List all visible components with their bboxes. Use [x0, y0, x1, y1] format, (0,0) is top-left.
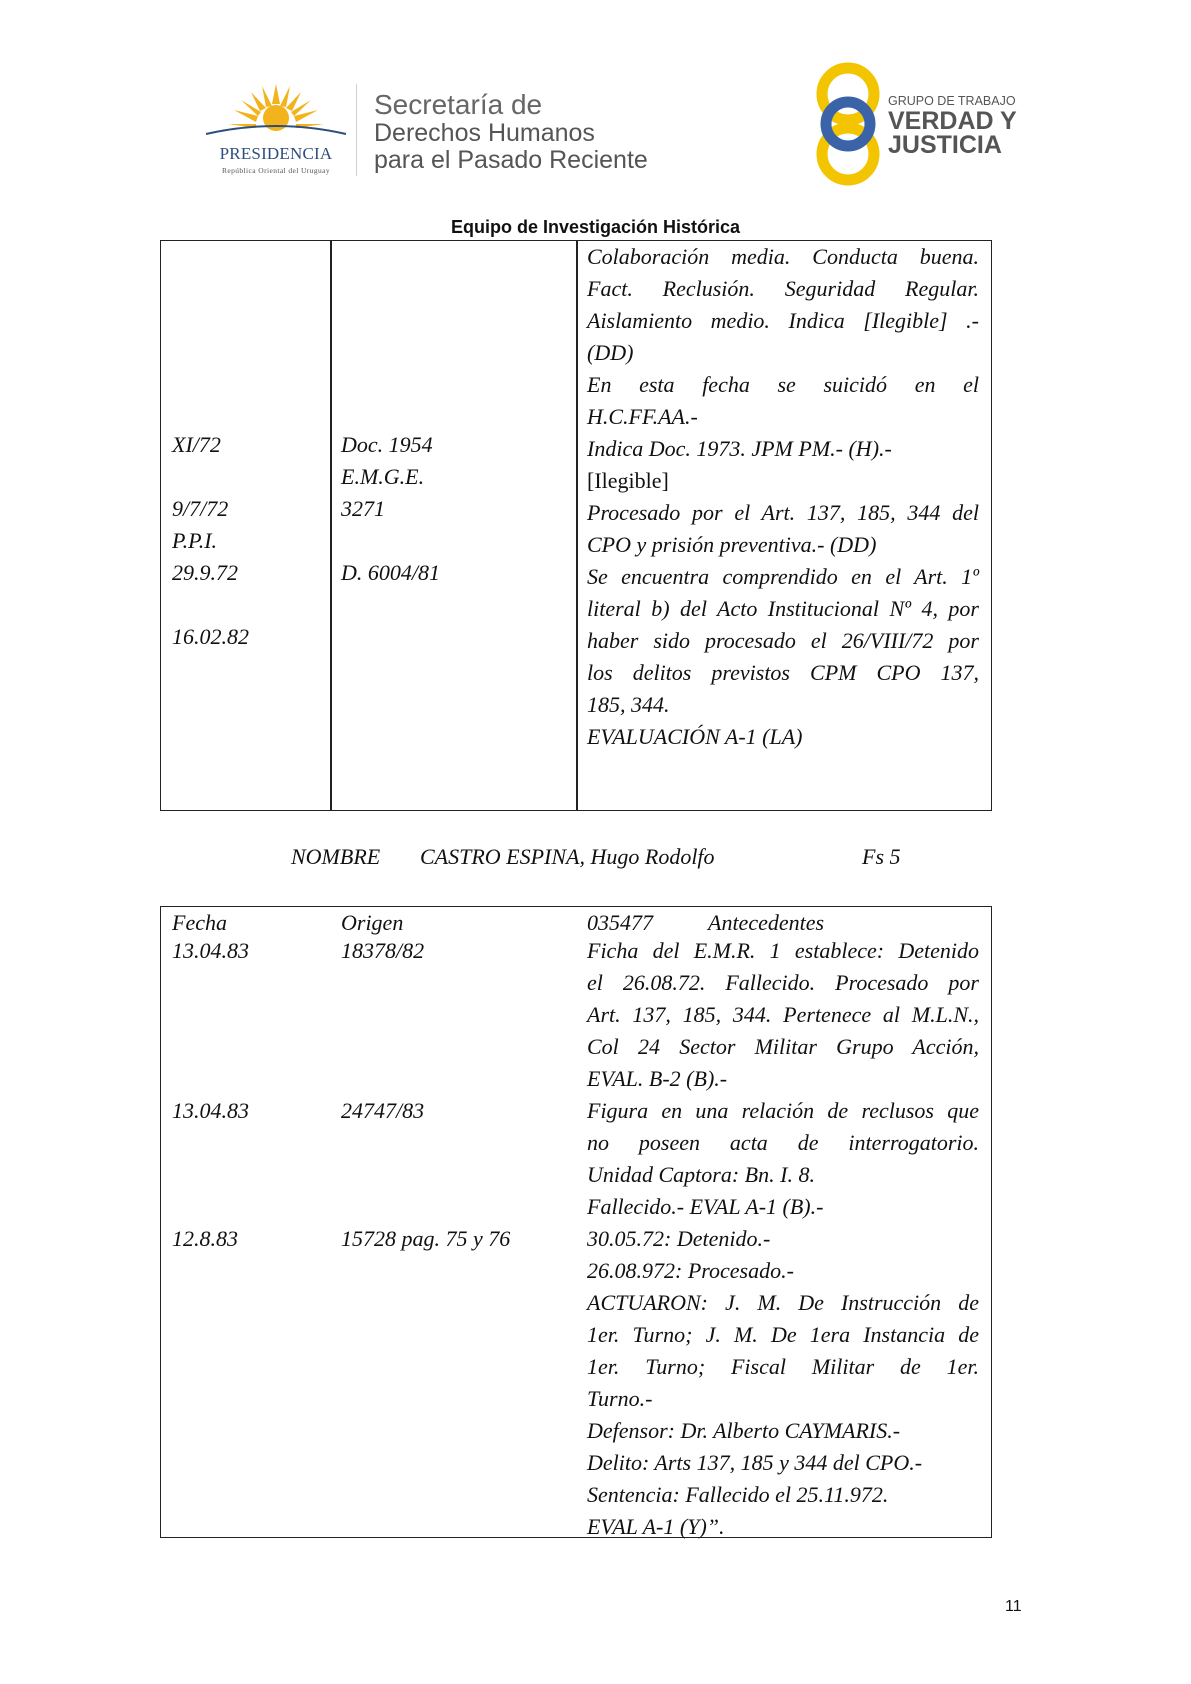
- header-fecha: Fecha: [172, 910, 227, 935]
- text-line: En esta fecha se suicidó en el: [587, 372, 979, 397]
- date-cell: P.P.I.: [172, 528, 218, 553]
- origin-cell: 24747/83: [341, 1098, 425, 1123]
- records-table-continued: [160, 240, 992, 811]
- text-line: Unidad Captora: Bn. I. 8.: [587, 1162, 815, 1187]
- header-antecedentes: Antecedentes: [708, 910, 825, 935]
- text-line: Fact. Reclusión. Seguridad Regular.: [587, 276, 979, 301]
- presidencia-logo: [196, 78, 356, 178]
- column-divider: [576, 241, 578, 810]
- interlocked-rings-icon: [810, 62, 886, 187]
- text-line: [Ilegible]: [587, 468, 669, 493]
- text-line: CPO y prisión preventiva.- (DD): [587, 532, 877, 557]
- records-table: [160, 906, 992, 1538]
- text-line: (DD): [587, 340, 634, 365]
- date-cell: 29.9.72: [172, 560, 238, 585]
- text-line: Col 24 Sector Militar Grupo Acción,: [587, 1034, 979, 1059]
- text-line: Delito: Arts 137, 185 y 344 del CPO.-: [587, 1450, 923, 1475]
- text-line: EVALUACIÓN A-1 (LA): [587, 724, 803, 749]
- gt-line-1: GRUPO DE TRABAJO: [888, 94, 1016, 108]
- equipo-heading: Equipo de Investigación Histórica: [450, 217, 741, 237]
- nombre-label: NOMBRE: [291, 844, 381, 869]
- column-divider: [330, 241, 332, 810]
- text-line: EVAL. B-2 (B).-: [587, 1066, 728, 1091]
- presidencia-subtitle: República Oriental del Uruguay: [221, 166, 330, 175]
- text-line: 1er. Turno; J. M. De 1era Instancia de: [587, 1322, 979, 1347]
- date-cell: XI/72: [172, 432, 221, 457]
- text-line: el 26.08.72. Fallecido. Procesado por: [587, 970, 979, 995]
- date-cell: 13.04.83: [172, 938, 249, 963]
- date-cell: 9/7/72: [172, 496, 229, 521]
- text-line: Ficha del E.M.R. 1 establece: Detenido: [587, 938, 979, 963]
- text-line: Defensor: Dr. Alberto CAYMARIS.-: [587, 1418, 901, 1443]
- text-line: Art. 137, 185, 344. Pertenece al M.L.N.,: [587, 1002, 979, 1027]
- text-line: Colaboración media. Conducta buena.: [587, 244, 979, 269]
- origin-cell: 3271: [341, 496, 385, 521]
- origin-cell: E.M.G.E.: [341, 464, 425, 489]
- date-cell: 16.02.82: [172, 624, 249, 649]
- secretaria-logo-text: [374, 90, 648, 174]
- secretaria-line-3: para el Pasado Reciente: [374, 146, 648, 174]
- text-line: 30.05.72: Detenido.-: [587, 1226, 771, 1251]
- antecedentes-cell: [587, 241, 979, 753]
- origin-cell: D. 6004/81: [341, 560, 440, 585]
- page-number: 11: [1005, 1598, 1022, 1615]
- secretaria-line-1: Secretaría de: [374, 89, 543, 120]
- grupo-trabajo-logo: [810, 62, 1030, 187]
- text-line: 26.08.972: Procesado.-: [587, 1258, 794, 1283]
- text-line: Fallecido.- EVAL A-1 (B).-: [587, 1194, 824, 1219]
- nombre-value: CASTRO ESPINA, Hugo Rodolfo: [420, 844, 715, 869]
- date-cell: 12.8.83: [172, 1226, 238, 1251]
- text-line: Sentencia: Fallecido el 25.11.972.: [587, 1482, 889, 1507]
- sun-emblem-icon: [196, 78, 356, 144]
- folio-number: Fs 5: [862, 844, 901, 869]
- origin-cell: Doc. 1954: [341, 432, 433, 457]
- header-origen: Origen: [341, 910, 404, 935]
- origin-cell: 15728 pag. 75 y 76: [341, 1226, 511, 1251]
- text-line: ACTUARON: J. M. De Instrucción de: [587, 1290, 979, 1315]
- text-line: EVAL A-1 (Y)”.: [587, 1514, 725, 1539]
- presidencia-word: PRESIDENCIA: [219, 144, 333, 163]
- antecedentes-cell: [587, 935, 979, 1543]
- text-line: no poseen acta de interrogatorio.: [587, 1130, 979, 1155]
- date-cell: 13.04.83: [172, 1098, 249, 1123]
- text-line: literal b) del Acto Institucional Nº 4, por: [587, 596, 979, 621]
- text-line: haber sido procesado el 26/VIII/72 por: [587, 628, 979, 653]
- text-line: Indica Doc. 1973. JPM PM.- (H).-: [587, 436, 892, 461]
- text-line: 1er. Turno; Fiscal Militar de 1er.: [587, 1354, 979, 1379]
- header-record-number: 035477: [587, 910, 653, 935]
- text-line: Se encuentra comprendido en el Art. 1º: [587, 564, 979, 589]
- text-line: Aislamiento medio. Indica [Ilegible] .-: [587, 308, 979, 333]
- text-line: Turno.-: [587, 1386, 653, 1411]
- text-line: Procesado por el Art. 137, 185, 344 del: [587, 500, 979, 525]
- text-line: H.C.FF.AA.-: [587, 404, 698, 429]
- origin-cell: 18378/82: [341, 938, 425, 963]
- text-line: Figura en una relación de reclusos que: [587, 1098, 979, 1123]
- text-line: los delitos previstos CPM CPO 137,: [587, 660, 979, 685]
- gt-line-2: VERDAD Y: [888, 107, 1017, 135]
- secretaria-line-2: Derechos Humanos: [374, 119, 595, 147]
- text-line: 185, 344.: [587, 692, 670, 717]
- header-divider: [356, 84, 357, 176]
- gt-line-3: JUSTICIA: [888, 131, 1002, 159]
